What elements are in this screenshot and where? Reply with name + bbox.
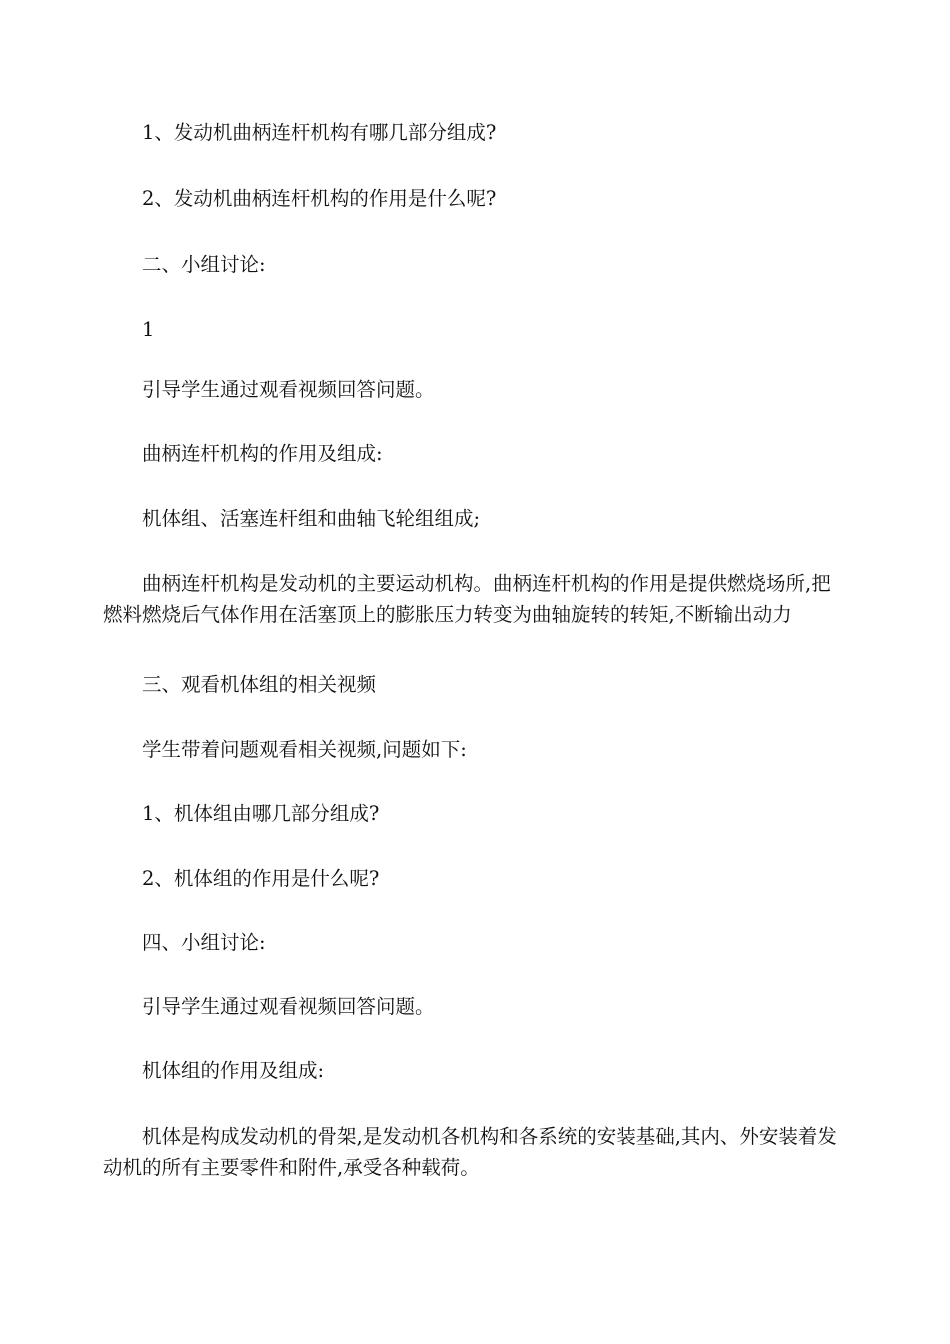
crank-components-text: 机体组、活塞连杆组和曲轴飞轮组组成;	[142, 507, 481, 530]
crank-function-heading: 曲柄连杆机构的作用及组成:	[142, 442, 383, 465]
question-crank-composition: 1、发动机曲柄连杆机构有哪几部分组成?	[142, 121, 497, 144]
students-watch-video-text: 学生带着问题观看相关视频,问题如下:	[142, 738, 467, 761]
page-number-text: 1	[142, 318, 155, 341]
question-block-function: 2、机体组的作用是什么呢?	[142, 867, 380, 890]
guide-students-text: 引导学生通过观看视频回答问题。	[142, 378, 435, 401]
section-heading-watch-video: 三、观看机体组的相关视频	[142, 673, 377, 696]
question-block-composition: 1、机体组由哪几部分组成?	[142, 802, 380, 825]
section-heading-group-discussion: 二、小组讨论:	[142, 253, 266, 276]
section-heading-group-discussion-2: 四、小组讨论:	[142, 931, 266, 954]
crank-function-paragraph: 曲柄连杆机构是发动机的主要运动机构。曲柄连杆机构的作用是提供燃烧场所,把燃料燃烧后气体作用在活塞顶上的膨胀压力转变为曲轴旋转的转矩,不断输出动力	[103, 572, 831, 626]
question-crank-function: 2、发动机曲柄连杆机构的作用是什么呢?	[142, 187, 497, 210]
block-function-heading: 机体组的作用及组成:	[142, 1059, 325, 1082]
block-function-paragraph: 机体是构成发动机的骨架,是发动机各机构和各系统的安装基础,其内、外安装着发动机的所有主要零件和附件,承受各种载荷。	[103, 1125, 837, 1179]
guide-students-text-2: 引导学生通过观看视频回答问题。	[142, 995, 435, 1018]
